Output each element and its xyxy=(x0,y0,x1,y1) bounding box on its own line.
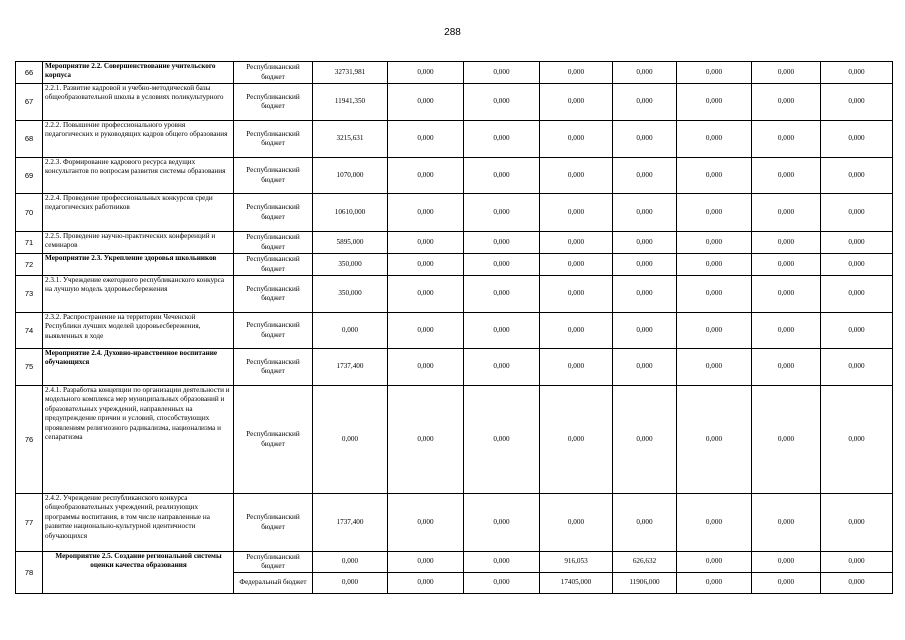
funding-source: Республиканский бюджет xyxy=(234,62,313,84)
activity-name: 2.3.2. Распространение на территории Чеченской Республики лучших моделей здоровьесбережения, выявленных в ходе xyxy=(43,313,234,349)
activity-name: 2.2.2. Повышение профессионального уровня педагогических и руководящих кадров общего образования xyxy=(43,121,234,158)
amount-cell: 0,000 xyxy=(388,84,464,121)
row-number: 77 xyxy=(16,494,43,552)
amount-cell: 0,000 xyxy=(613,121,677,158)
amount-cell: 0,000 xyxy=(464,232,540,254)
row-number: 73 xyxy=(16,276,43,313)
amount-cell: 0,000 xyxy=(821,62,893,84)
activity-name: 2.2.1. Развитие кадровой и учебно-методической базы общеобразовательной школы в условиях поликультурного xyxy=(43,84,234,121)
amount-cell: 0,000 xyxy=(613,158,677,194)
amount-cell: 0,000 xyxy=(540,232,613,254)
amount-cell: 0,000 xyxy=(464,276,540,313)
funding-source: Республиканский бюджет xyxy=(234,158,313,194)
row-number: 76 xyxy=(16,386,43,494)
amount-cell: 0,000 xyxy=(388,573,464,594)
amount-cell: 0,000 xyxy=(821,84,893,121)
amount-cell: 0,000 xyxy=(313,386,388,494)
amount-cell: 0,000 xyxy=(540,121,613,158)
amount-cell: 0,000 xyxy=(613,62,677,84)
funding-source: Республиканский бюджет xyxy=(234,386,313,494)
table-row xyxy=(16,121,893,158)
amount-cell: 0,000 xyxy=(464,158,540,194)
table-row xyxy=(16,194,893,232)
amount-cell: 0,000 xyxy=(388,552,464,573)
amount-cell: 0,000 xyxy=(613,313,677,349)
amount-cell: 1070,000 xyxy=(313,158,388,194)
amount-cell: 0,000 xyxy=(677,158,752,194)
amount-cell: 0,000 xyxy=(752,62,821,84)
amount-cell: 5895,000 xyxy=(313,232,388,254)
amount-cell: 0,000 xyxy=(388,232,464,254)
amount-cell: 0,000 xyxy=(464,62,540,84)
table-row xyxy=(16,158,893,194)
amount-cell: 0,000 xyxy=(677,313,752,349)
amount-cell: 0,000 xyxy=(821,573,893,594)
amount-cell: 0,000 xyxy=(677,276,752,313)
funding-source: Республиканский бюджет xyxy=(234,552,313,573)
amount-cell: 0,000 xyxy=(388,254,464,276)
row-number: 72 xyxy=(16,254,43,276)
amount-cell: 0,000 xyxy=(464,573,540,594)
funding-source: Республиканский бюджет xyxy=(234,276,313,313)
amount-cell: 0,000 xyxy=(677,232,752,254)
table-row xyxy=(16,254,893,276)
amount-cell: 0,000 xyxy=(464,84,540,121)
amount-cell: 0,000 xyxy=(821,386,893,494)
amount-cell: 11906,000 xyxy=(613,573,677,594)
amount-cell: 0,000 xyxy=(388,386,464,494)
row-number: 75 xyxy=(16,349,43,386)
amount-cell: 0,000 xyxy=(821,121,893,158)
amount-cell: 0,000 xyxy=(540,276,613,313)
amount-cell: 0,000 xyxy=(821,552,893,573)
amount-cell: 0,000 xyxy=(821,494,893,552)
amount-cell: 0,000 xyxy=(388,349,464,386)
amount-cell: 0,000 xyxy=(464,254,540,276)
amount-cell: 0,000 xyxy=(613,386,677,494)
table-row xyxy=(16,276,893,313)
amount-cell: 0,000 xyxy=(388,494,464,552)
row-number: 74 xyxy=(16,313,43,349)
amount-cell: 0,000 xyxy=(388,194,464,232)
amount-cell: 0,000 xyxy=(821,276,893,313)
amount-cell: 0,000 xyxy=(752,84,821,121)
amount-cell: 0,000 xyxy=(752,349,821,386)
amount-cell: 916,053 xyxy=(540,552,613,573)
funding-source: Республиканский бюджет xyxy=(234,194,313,232)
amount-cell: 626,632 xyxy=(613,552,677,573)
activity-name: 2.3.1. Учреждение ежегодного республиканского конкурса на лучшую модель здоровьесбережения xyxy=(43,276,234,313)
amount-cell: 0,000 xyxy=(677,84,752,121)
amount-cell: 0,000 xyxy=(677,121,752,158)
amount-cell: 3215,631 xyxy=(313,121,388,158)
amount-cell: 0,000 xyxy=(464,349,540,386)
amount-cell: 0,000 xyxy=(752,276,821,313)
amount-cell: 0,000 xyxy=(821,232,893,254)
amount-cell: 0,000 xyxy=(464,494,540,552)
amount-cell: 0,000 xyxy=(464,552,540,573)
amount-cell: 0,000 xyxy=(613,84,677,121)
amount-cell: 0,000 xyxy=(613,276,677,313)
funding-source: Республиканский бюджет xyxy=(234,494,313,552)
amount-cell: 1737,400 xyxy=(313,494,388,552)
amount-cell: 0,000 xyxy=(677,62,752,84)
table-row xyxy=(16,232,893,254)
amount-cell: 0,000 xyxy=(540,494,613,552)
amount-cell: 0,000 xyxy=(464,121,540,158)
activity-name: Мероприятие 2.4. Духовно-нравственное воспитание обучающихся xyxy=(43,349,234,386)
funding-source: Республиканский бюджет xyxy=(234,84,313,121)
table-row xyxy=(16,386,893,494)
row-number: 78 xyxy=(16,552,43,594)
table-body xyxy=(16,62,893,594)
amount-cell: 0,000 xyxy=(752,313,821,349)
amount-cell: 0,000 xyxy=(313,313,388,349)
amount-cell: 17405,000 xyxy=(540,573,613,594)
activity-name: 2.2.3. Формирование кадрового ресурса ведущих консультантов по вопросам развития системы образования xyxy=(43,158,234,194)
row-number: 67 xyxy=(16,84,43,121)
amount-cell: 0,000 xyxy=(752,158,821,194)
table-row xyxy=(16,313,893,349)
table-row xyxy=(16,84,893,121)
amount-cell: 0,000 xyxy=(752,386,821,494)
row-number: 69 xyxy=(16,158,43,194)
amount-cell: 350,000 xyxy=(313,254,388,276)
row-number: 66 xyxy=(16,62,43,84)
amount-cell: 0,000 xyxy=(752,194,821,232)
activity-name: 2.2.5. Проведение научно-практических конференций и семинаров xyxy=(43,232,234,254)
amount-cell: 0,000 xyxy=(540,313,613,349)
amount-cell: 0,000 xyxy=(677,349,752,386)
amount-cell: 0,000 xyxy=(540,158,613,194)
amount-cell: 10610,000 xyxy=(313,194,388,232)
amount-cell: 0,000 xyxy=(677,552,752,573)
funding-source: Республиканский бюджет xyxy=(234,349,313,386)
amount-cell: 0,000 xyxy=(540,62,613,84)
page-number: 288 xyxy=(444,27,461,38)
amount-cell: 0,000 xyxy=(464,386,540,494)
amount-cell: 0,000 xyxy=(752,494,821,552)
funding-source: Республиканский бюджет xyxy=(234,254,313,276)
amount-cell: 350,000 xyxy=(313,276,388,313)
amount-cell: 0,000 xyxy=(613,232,677,254)
amount-cell: 0,000 xyxy=(388,158,464,194)
amount-cell: 0,000 xyxy=(821,254,893,276)
amount-cell: 0,000 xyxy=(752,552,821,573)
amount-cell: 0,000 xyxy=(613,254,677,276)
funding-source: Республиканский бюджет xyxy=(234,232,313,254)
amount-cell: 0,000 xyxy=(677,573,752,594)
amount-cell: 0,000 xyxy=(677,194,752,232)
amount-cell: 0,000 xyxy=(540,386,613,494)
activity-name: 2.4.1. Разработка концепции по организации деятельности и модельного комплекса мер муниципальных образований и образовательных учреждений, направленных на предупреждение причин и условий, способствующих проявлениям религиозного радикализма, национализма и сепаратизма xyxy=(43,386,234,494)
amount-cell: 0,000 xyxy=(313,552,388,573)
funding-source: Республиканский бюджет xyxy=(234,313,313,349)
funding-source: Федеральный бюджет xyxy=(234,573,313,594)
amount-cell: 0,000 xyxy=(464,313,540,349)
amount-cell: 0,000 xyxy=(464,194,540,232)
amount-cell: 0,000 xyxy=(821,349,893,386)
amount-cell: 0,000 xyxy=(677,254,752,276)
row-number: 68 xyxy=(16,121,43,158)
amount-cell: 0,000 xyxy=(540,349,613,386)
table-row xyxy=(16,494,893,552)
amount-cell: 0,000 xyxy=(752,121,821,158)
amount-cell: 0,000 xyxy=(613,349,677,386)
activity-name: Мероприятие 2.5. Создание региональной системы оценки качества образования xyxy=(43,552,234,594)
activity-name: Мероприятие 2.2. Совершенствование учительского корпуса xyxy=(43,62,234,84)
table-row xyxy=(16,62,893,84)
amount-cell: 0,000 xyxy=(388,62,464,84)
amount-cell: 0,000 xyxy=(752,254,821,276)
activity-name: Мероприятие 2.3. Укрепление здоровья школьников xyxy=(43,254,234,276)
amount-cell: 0,000 xyxy=(540,254,613,276)
amount-cell: 0,000 xyxy=(821,194,893,232)
activity-name: 2.2.4. Проведение профессиональных конкурсов среди педагогических работников xyxy=(43,194,234,232)
amount-cell: 0,000 xyxy=(540,194,613,232)
amount-cell: 0,000 xyxy=(613,494,677,552)
amount-cell: 0,000 xyxy=(388,121,464,158)
activity-name: 2.4.2. Учреждение республиканского конкурса общеобразовательных учреждений, реализующих программы воспитания, в том числе направленные на развитие национально-культурной идентичности обучающихся xyxy=(43,494,234,552)
row-number: 70 xyxy=(16,194,43,232)
row-number: 71 xyxy=(16,232,43,254)
amount-cell: 11941,350 xyxy=(313,84,388,121)
amount-cell: 0,000 xyxy=(677,386,752,494)
table-row xyxy=(16,349,893,386)
amount-cell: 0,000 xyxy=(821,313,893,349)
amount-cell: 0,000 xyxy=(752,232,821,254)
amount-cell: 32731,981 xyxy=(313,62,388,84)
amount-cell: 0,000 xyxy=(677,494,752,552)
funding-source: Республиканский бюджет xyxy=(234,121,313,158)
table-row xyxy=(16,552,893,573)
amount-cell: 0,000 xyxy=(388,276,464,313)
amount-cell: 0,000 xyxy=(821,158,893,194)
amount-cell: 0,000 xyxy=(613,194,677,232)
amount-cell: 0,000 xyxy=(313,573,388,594)
budget-table xyxy=(15,61,893,594)
amount-cell: 0,000 xyxy=(752,573,821,594)
amount-cell: 0,000 xyxy=(388,313,464,349)
amount-cell: 1737,400 xyxy=(313,349,388,386)
amount-cell: 0,000 xyxy=(540,84,613,121)
